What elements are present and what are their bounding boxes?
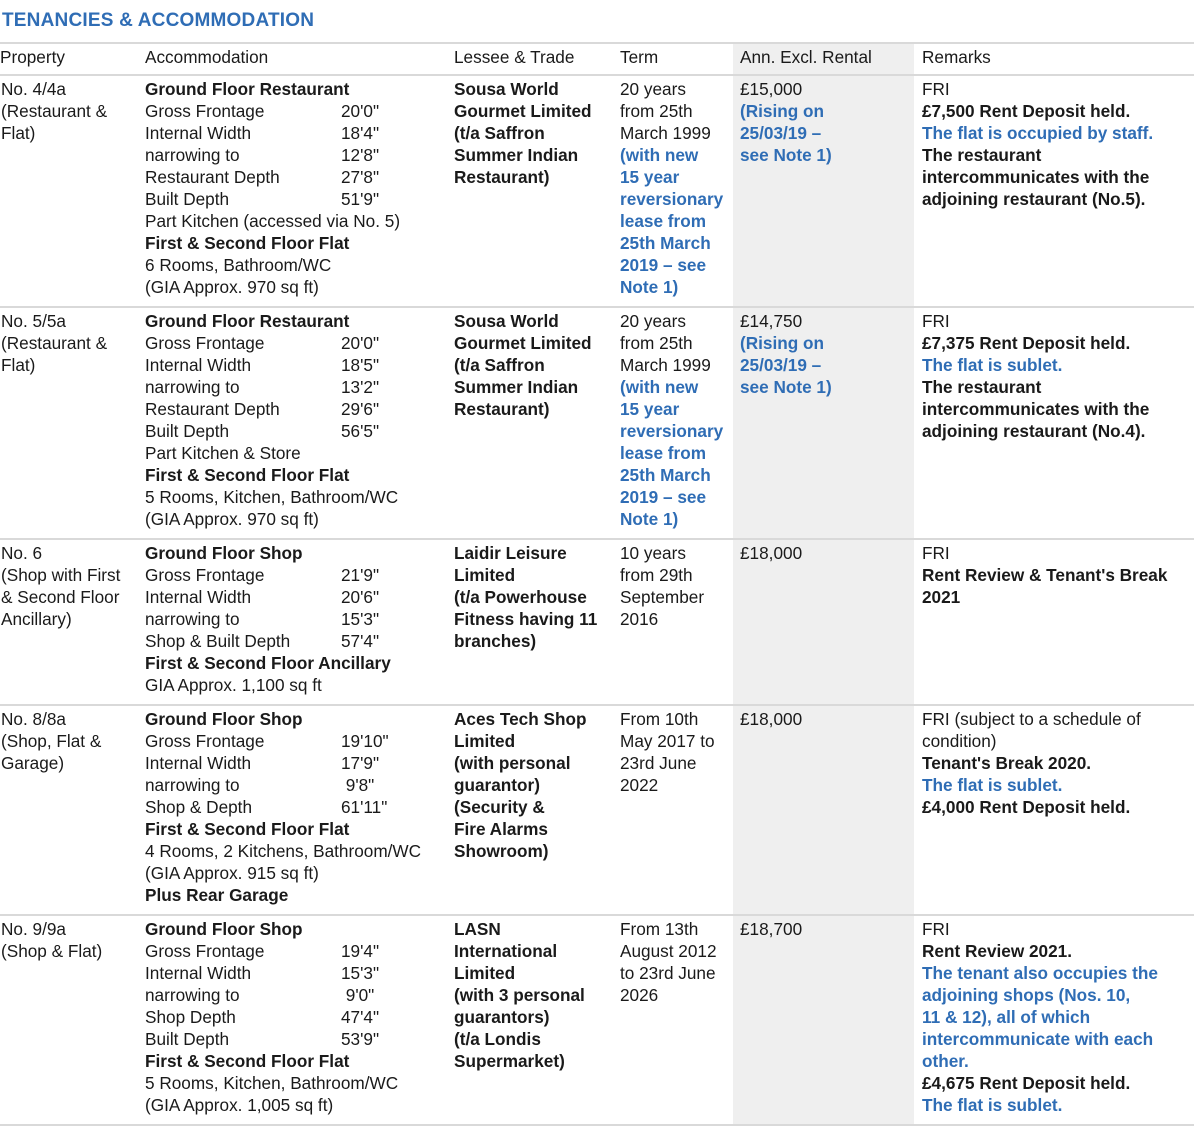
remarks-line: adjoining restaurant (No.4). — [922, 421, 1146, 441]
dimension-label: Gross Frontage — [145, 941, 265, 961]
term-note-line: lease from — [620, 443, 706, 463]
lessee-line: Supermarket) — [454, 1051, 565, 1071]
dimension-row — [145, 608, 397, 630]
accommodation-extra: Part Kitchen & Store — [145, 443, 301, 463]
dimension-row — [145, 398, 397, 420]
remarks-cell — [914, 705, 1194, 915]
section-title: TENANCIES & ACCOMMODATION — [2, 10, 315, 31]
table-row — [0, 307, 1194, 539]
dimension-row — [145, 188, 397, 210]
dimension-label: narrowing to — [145, 145, 240, 165]
remarks-line: Rent Review & Tenant's Break — [922, 565, 1168, 585]
remarks-line: Tenant's Break 2020. — [922, 753, 1092, 773]
accommodation-cell — [145, 307, 454, 539]
property-cell — [0, 307, 145, 539]
remarks-cell — [914, 539, 1194, 705]
property-line: No. 8/8a — [1, 709, 66, 729]
remarks-line: £4,675 Rent Deposit held. — [922, 1073, 1131, 1093]
dimension-value: 56'5" — [341, 421, 380, 441]
table-row — [0, 75, 1194, 307]
dimension-row — [145, 354, 397, 376]
dimension-label: Internal Width — [145, 963, 252, 983]
dimension-value: 9'8" — [341, 775, 375, 795]
remarks-lease-type: FRI — [922, 79, 950, 99]
property-line: (Shop with First — [1, 565, 121, 585]
lessee-cell — [454, 915, 620, 1125]
upper-floor-heading: First & Second Floor Ancillary — [145, 653, 391, 673]
dimension-label: Gross Frontage — [145, 731, 265, 751]
dimension-value: 12'8" — [341, 145, 380, 165]
dimension-value: 61'11" — [341, 797, 388, 817]
lessee-line: (Security & — [454, 797, 545, 817]
ground-floor-heading: Ground Floor Shop — [145, 919, 303, 939]
term-note-line: 15 year — [620, 167, 680, 187]
dimension-row — [145, 730, 397, 752]
lessee-line: Limited — [454, 565, 516, 585]
dimension-row — [145, 166, 397, 188]
term-cell — [620, 705, 733, 915]
term-line: August 2012 — [620, 941, 717, 961]
property-line: & Second Floor — [1, 587, 120, 607]
upper-floor-line: 5 Rooms, Kitchen, Bathroom/WC — [145, 1073, 399, 1093]
term-note-line: 25th March — [620, 465, 711, 485]
dimension-row — [145, 144, 397, 166]
remarks-line: Rent Review 2021. — [922, 941, 1072, 961]
header-property: Property — [0, 44, 145, 75]
term-line: September — [620, 587, 705, 607]
rental-note-line: (Rising on — [740, 333, 825, 353]
dimension-label: Internal Width — [145, 753, 252, 773]
dimension-label: Gross Frontage — [145, 565, 265, 585]
rental-cell — [733, 539, 914, 705]
lessee-line: Fire Alarms — [454, 819, 548, 839]
remarks-note: The flat is occupied by staff. — [922, 123, 1154, 143]
remarks-cell — [914, 75, 1194, 307]
dimension-label: Built Depth — [145, 1029, 230, 1049]
dimension-label: narrowing to — [145, 775, 240, 795]
dimension-value: 20'0" — [341, 333, 380, 353]
term-line: 2026 — [620, 985, 659, 1005]
term-note-line: lease from — [620, 211, 706, 231]
term-line: March 1999 — [620, 123, 711, 143]
term-line: 23rd June — [620, 753, 697, 773]
header-lessee: Lessee & Trade — [454, 44, 620, 75]
dimension-label: Restaurant Depth — [145, 167, 280, 187]
remarks-line: £4,000 Rent Deposit held. — [922, 797, 1131, 817]
dimension-value: 20'6" — [341, 587, 380, 607]
dimension-value: 27'8" — [341, 167, 380, 187]
property-line: No. 4/4a — [1, 79, 66, 99]
rental-cell — [733, 705, 914, 915]
upper-floor-heading: First & Second Floor Flat — [145, 233, 350, 253]
garage-line: Plus Rear Garage — [145, 885, 289, 905]
term-line: From 10th — [620, 709, 699, 729]
term-cell — [620, 75, 733, 307]
accommodation-cell — [145, 75, 454, 307]
lessee-line: Aces Tech Shop — [454, 709, 587, 729]
term-line: 2022 — [620, 775, 659, 795]
dimension-label: Internal Width — [145, 123, 252, 143]
dimension-label: Internal Width — [145, 587, 252, 607]
lessee-line: Restaurant) — [454, 167, 550, 187]
ground-floor-heading: Ground Floor Shop — [145, 543, 303, 563]
lessee-line: Summer Indian — [454, 145, 579, 165]
dimension-row — [145, 1006, 397, 1028]
term-line: 10 years — [620, 543, 686, 563]
upper-floor-line: 4 Rooms, 2 Kitchens, Bathroom/WC — [145, 841, 422, 861]
term-line: 20 years — [620, 311, 686, 331]
property-cell — [0, 915, 145, 1125]
lessee-line: Showroom) — [454, 841, 549, 861]
lessee-line: (t/a Londis — [454, 1029, 541, 1049]
table-row — [0, 539, 1194, 705]
remarks-lease-type: FRI — [922, 543, 950, 563]
upper-floor-line: (GIA Approx. 915 sq ft) — [145, 863, 319, 883]
dimension-value: 17'9" — [341, 753, 380, 773]
property-line: Garage) — [1, 753, 65, 773]
dimension-label: Gross Frontage — [145, 333, 265, 353]
rental-value: £18,000 — [740, 709, 803, 729]
upper-floor-line: (GIA Approx. 970 sq ft) — [145, 277, 319, 297]
header-rental: Ann. Excl. Rental — [733, 44, 914, 75]
term-note-line: 2019 – see — [620, 255, 707, 275]
dimension-label: narrowing to — [145, 377, 240, 397]
property-line: (Restaurant & — [1, 101, 108, 121]
rental-note-line: 25/03/19 – — [740, 123, 822, 143]
dimension-row — [145, 1028, 397, 1050]
term-line: 20 years — [620, 79, 686, 99]
upper-floor-heading: First & Second Floor Flat — [145, 819, 350, 839]
property-line: No. 6 — [1, 543, 43, 563]
dimension-row — [145, 376, 397, 398]
dimension-label: Gross Frontage — [145, 101, 265, 121]
header-accommodation: Accommodation — [145, 44, 454, 75]
remarks-lease-type-cont: condition) — [922, 731, 997, 751]
remarks-note: The flat is sublet. — [922, 775, 1063, 795]
property-line: Flat) — [1, 123, 36, 143]
dimension-row — [145, 564, 397, 586]
accommodation-cell — [145, 705, 454, 915]
remarks-note: intercommunicate with each — [922, 1029, 1154, 1049]
lessee-line: Restaurant) — [454, 399, 550, 419]
lessee-line: Fitness having 11 — [454, 609, 598, 629]
upper-floor-line: (GIA Approx. 1,005 sq ft) — [145, 1095, 334, 1115]
upper-floor-line: (GIA Approx. 970 sq ft) — [145, 509, 319, 529]
dimension-value: 57'4" — [341, 631, 380, 651]
dimension-row — [145, 940, 397, 962]
upper-floor-heading: First & Second Floor Flat — [145, 465, 350, 485]
dimension-label: Restaurant Depth — [145, 399, 280, 419]
term-note-line: reversionary — [620, 189, 724, 209]
dimension-value: 15'3" — [341, 609, 380, 629]
lessee-line: Sousa World — [454, 79, 559, 99]
lessee-line: (t/a Saffron — [454, 123, 545, 143]
remarks-note: other. — [922, 1051, 969, 1071]
dimension-row — [145, 630, 397, 652]
term-note-line: Note 1) — [620, 277, 679, 297]
rental-value: £14,750 — [740, 311, 803, 331]
dimension-label: narrowing to — [145, 985, 240, 1005]
lessee-line: LASN — [454, 919, 501, 939]
term-note-line: (with new — [620, 377, 699, 397]
dimension-value: 20'0" — [341, 101, 380, 121]
term-note-line: 25th March — [620, 233, 711, 253]
accommodation-cell — [145, 539, 454, 705]
lessee-line: Summer Indian — [454, 377, 579, 397]
tenancies-table — [0, 44, 1194, 1126]
term-line: from 29th — [620, 565, 693, 585]
ground-floor-heading: Ground Floor Shop — [145, 709, 303, 729]
term-cell — [620, 915, 733, 1125]
lessee-line: guarantors) — [454, 1007, 550, 1027]
dimension-value: 9'0" — [341, 985, 375, 1005]
remarks-note: The flat is sublet. — [922, 355, 1063, 375]
upper-floor-line: 5 Rooms, Kitchen, Bathroom/WC — [145, 487, 399, 507]
lessee-line: Gourmet Limited — [454, 101, 592, 121]
dimension-row — [145, 332, 397, 354]
upper-floor-line: GIA Approx. 1,100 sq ft — [145, 675, 322, 695]
accommodation-extra: Part Kitchen (accessed via No. 5) — [145, 211, 401, 231]
dimension-label: Shop & Depth — [145, 797, 253, 817]
header-term: Term — [620, 44, 733, 75]
lessee-line: Limited — [454, 963, 516, 983]
lessee-cell — [454, 75, 620, 307]
property-line: (Shop, Flat & — [1, 731, 102, 751]
property-cell — [0, 539, 145, 705]
dimension-row — [145, 586, 397, 608]
remarks-note: adjoining shops (Nos. 10, — [922, 985, 1131, 1005]
dimension-value: 51'9" — [341, 189, 380, 209]
term-cell — [620, 307, 733, 539]
term-note-line: Note 1) — [620, 509, 679, 529]
lessee-line: (with 3 personal — [454, 985, 585, 1005]
lessee-line: (t/a Powerhouse — [454, 587, 587, 607]
header-remarks: Remarks — [914, 44, 1194, 75]
term-line: May 2017 to — [620, 731, 715, 751]
table-header-row — [0, 44, 1194, 75]
term-line: from 25th — [620, 101, 693, 121]
remarks-note: The flat is sublet. — [922, 1095, 1063, 1115]
dimension-label: Internal Width — [145, 355, 252, 375]
dimension-row — [145, 420, 397, 442]
lessee-cell — [454, 539, 620, 705]
term-note-line: 2019 – see — [620, 487, 707, 507]
term-cell — [620, 539, 733, 705]
remarks-lease-type: FRI — [922, 919, 950, 939]
dimension-row — [145, 796, 397, 818]
rental-value: £18,700 — [740, 919, 803, 939]
dimension-value: 18'5" — [341, 355, 380, 375]
dimension-value: 19'10" — [341, 731, 389, 751]
lessee-cell — [454, 307, 620, 539]
dimension-row — [145, 774, 397, 796]
table-row — [0, 915, 1194, 1125]
property-line: No. 5/5a — [1, 311, 66, 331]
lessee-line: branches) — [454, 631, 537, 651]
lessee-line: Laidir Leisure — [454, 543, 567, 563]
remarks-line: 2021 — [922, 587, 961, 607]
remarks-lease-type: FRI — [922, 311, 950, 331]
dimension-value: 47'4" — [341, 1007, 380, 1027]
remarks-line: £7,375 Rent Deposit held. — [922, 333, 1131, 353]
ground-floor-heading: Ground Floor Restaurant — [145, 79, 350, 99]
remarks-note: 11 & 12), all of which — [922, 1007, 1091, 1027]
rental-note-line: see Note 1) — [740, 145, 832, 165]
property-cell — [0, 75, 145, 307]
upper-floor-heading: First & Second Floor Flat — [145, 1051, 350, 1071]
dimension-value: 21'9" — [341, 565, 380, 585]
property-line: (Restaurant & — [1, 333, 108, 353]
property-cell — [0, 705, 145, 915]
property-line: (Shop & Flat) — [1, 941, 103, 961]
ground-floor-heading: Ground Floor Restaurant — [145, 311, 350, 331]
remarks-lease-type: FRI (subject to a schedule of — [922, 709, 1141, 729]
rental-value: £18,000 — [740, 543, 803, 563]
lessee-line: Limited — [454, 731, 516, 751]
lessee-line: guarantor) — [454, 775, 540, 795]
remarks-line: The restaurant — [922, 377, 1042, 397]
lessee-line: Sousa World — [454, 311, 559, 331]
rental-note-line: 25/03/19 – — [740, 355, 822, 375]
rental-cell — [733, 915, 914, 1125]
dimension-value: 18'4" — [341, 123, 380, 143]
dimension-label: Built Depth — [145, 189, 230, 209]
rental-note-line: (Rising on — [740, 101, 825, 121]
lessee-line: (with personal — [454, 753, 571, 773]
dimension-row — [145, 752, 397, 774]
term-note-line: (with new — [620, 145, 699, 165]
dimension-label: narrowing to — [145, 609, 240, 629]
term-line: 2016 — [620, 609, 659, 629]
remarks-cell — [914, 307, 1194, 539]
dimension-row — [145, 984, 397, 1006]
lessee-line: (t/a Saffron — [454, 355, 545, 375]
lessee-line: Gourmet Limited — [454, 333, 592, 353]
property-line: No. 9/9a — [1, 919, 66, 939]
accommodation-cell — [145, 915, 454, 1125]
term-note-line: 15 year — [620, 399, 680, 419]
remarks-cell — [914, 915, 1194, 1125]
table-row — [0, 705, 1194, 915]
dimension-value: 19'4" — [341, 941, 380, 961]
dimension-value: 13'2" — [341, 377, 380, 397]
term-note-line: reversionary — [620, 421, 724, 441]
dimension-label: Shop & Built Depth — [145, 631, 291, 651]
rental-cell — [733, 307, 914, 539]
remarks-line: The restaurant — [922, 145, 1042, 165]
remarks-line: intercommunicates with the — [922, 399, 1150, 419]
term-line: from 25th — [620, 333, 693, 353]
rental-cell — [733, 75, 914, 307]
rental-note-line: see Note 1) — [740, 377, 832, 397]
remarks-line: £7,500 Rent Deposit held. — [922, 101, 1131, 121]
dimension-value: 15'3" — [341, 963, 380, 983]
rental-value: £15,000 — [740, 79, 803, 99]
dimension-row — [145, 100, 397, 122]
dimension-value: 53'9" — [341, 1029, 380, 1049]
dimension-row — [145, 962, 397, 984]
dimension-label: Shop Depth — [145, 1007, 236, 1027]
dimension-value: 29'6" — [341, 399, 380, 419]
term-line: From 13th — [620, 919, 699, 939]
property-line: Flat) — [1, 355, 36, 375]
dimension-row — [145, 122, 397, 144]
term-line: to 23rd June — [620, 963, 716, 983]
upper-floor-line: 6 Rooms, Bathroom/WC — [145, 255, 332, 275]
dimension-label: Built Depth — [145, 421, 230, 441]
remarks-note: The tenant also occupies the — [922, 963, 1158, 983]
term-line: March 1999 — [620, 355, 711, 375]
lessee-line: International — [454, 941, 558, 961]
property-line: Ancillary) — [1, 609, 72, 629]
remarks-line: intercommunicates with the — [922, 167, 1150, 187]
remarks-line: adjoining restaurant (No.5). — [922, 189, 1146, 209]
lessee-cell — [454, 705, 620, 915]
